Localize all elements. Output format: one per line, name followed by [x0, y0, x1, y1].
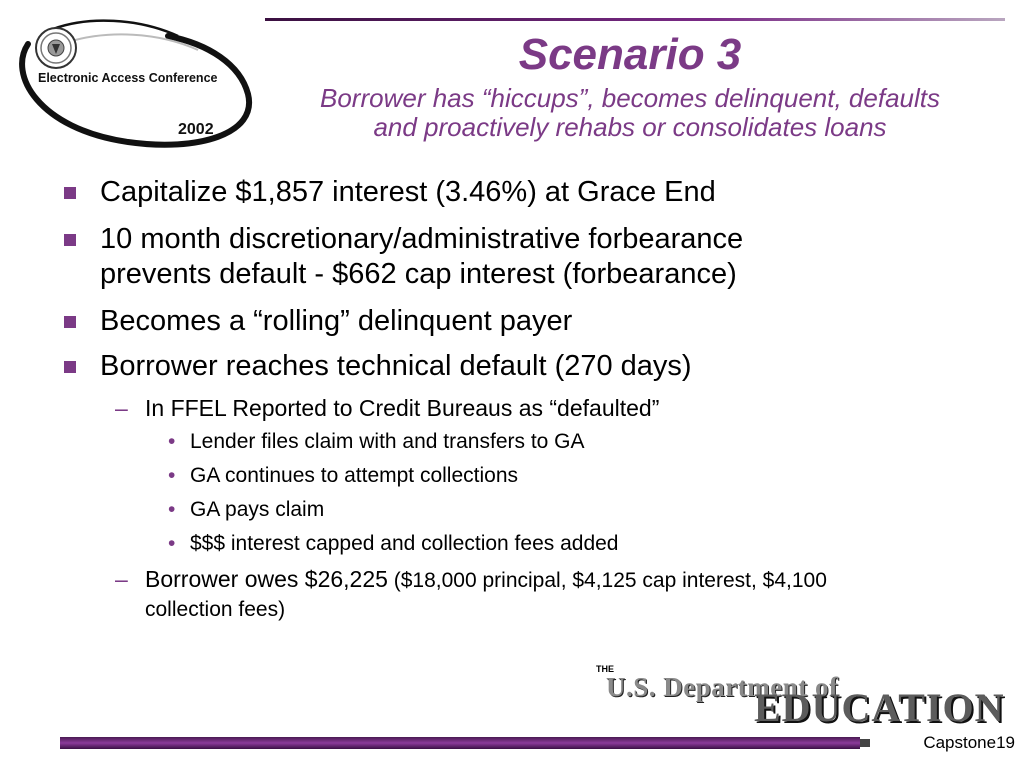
bullet-item [100, 304, 980, 339]
square-bullet-icon [64, 361, 76, 373]
bullet-text: Becomes a “rolling” delinquent payer [100, 305, 573, 337]
top-rule [265, 18, 1005, 21]
point-item [168, 496, 990, 524]
square-bullet-icon [64, 234, 76, 246]
subtitle-line-1: Borrower has “hiccups”, becomes delinquent, defaults [320, 83, 940, 113]
dash-bullet-icon: – [115, 566, 128, 592]
slide-subtitle [255, 84, 1005, 142]
point-item [168, 530, 990, 558]
department-of-education-logo [596, 662, 1005, 730]
point-item [168, 428, 990, 456]
square-bullet-icon [64, 316, 76, 328]
logo-us-department: U.S. Department of [606, 672, 839, 702]
point-text: GA continues to attempt collections [190, 464, 519, 487]
bullet-item [100, 349, 980, 384]
dot-bullet-icon: • [168, 430, 176, 453]
conference-logo [8, 14, 258, 154]
point-item [168, 462, 990, 490]
bullet-text: Capitalize $1,857 interest (3.46%) at Grace End [100, 176, 716, 208]
sub-bullet-item [115, 394, 1005, 423]
bullet-text-line-2: prevents default - $662 cap interest (forbearance) [100, 258, 737, 290]
point-text: GA pays claim [190, 498, 325, 521]
bullet-item [100, 222, 980, 292]
sub-bullet-detail: ($18,000 principal, $4,125 cap interest, $4,100 [387, 569, 827, 592]
slide-title: Scenario 3 [518, 30, 742, 79]
dot-bullet-icon: • [168, 498, 176, 521]
dot-bullet-icon: • [168, 532, 176, 555]
slide-footer: Capstone19 [923, 733, 1015, 752]
dot-bullet-icon: • [168, 464, 176, 487]
subtitle-line-2: and proactively rehabs or consolidates loans [373, 112, 887, 142]
logo-year: 2002 [178, 121, 214, 138]
seal-icon [36, 28, 76, 68]
sub-bullet-detail-line-2: collection fees) [145, 598, 286, 621]
sub-bullet-text: Borrower owes $26,225 [145, 566, 388, 592]
sub-bullet-item [115, 565, 1005, 624]
point-text: Lender files claim with and transfers to GA [190, 430, 585, 453]
logo-name: Electronic Access Conference [38, 71, 218, 85]
square-bullet-icon [64, 187, 76, 199]
logo-education: EDUCATION [754, 685, 1005, 730]
bottom-rule [60, 737, 860, 749]
bullet-text: Borrower reaches technical default (270 days) [100, 350, 692, 382]
bullet-text-line-1: 10 month discretionary/administrative forbearance [100, 223, 744, 255]
dash-bullet-icon: – [115, 395, 128, 421]
bullet-item [100, 175, 980, 210]
logo-the: THE [596, 664, 614, 674]
point-text: $$$ interest capped and collection fees added [190, 532, 619, 555]
sub-bullet-text: In FFEL Reported to Credit Bureaus as “defaulted” [145, 395, 660, 421]
